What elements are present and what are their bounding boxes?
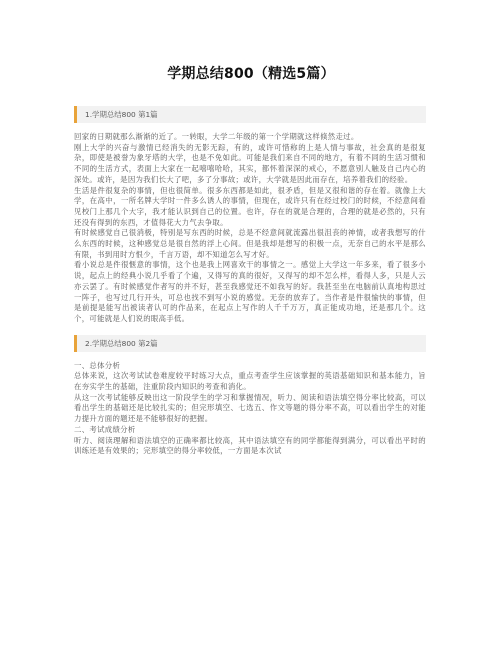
paragraph: 从这一次考试能够反映出这一阶段学生的学习和掌握情况，听力、阅读和语法填空得分率比较高，可以看出学生的基础还是比较扎实的；但完形填空、七选五、作文等题的得分率不高，可以看出学生的对能力提升方面的题还是不能够很好的把握。 [74,392,426,424]
section-header: 1.学期总结800 第1篇 [74,106,426,123]
paragraph: 听力、阅读理解和语法填空的正确率都比较高，其中语法填空有的同学都能得到满分，可以看出平时的训练还是有效果的；完形填空的得分率较低，一方面是本次试 [74,435,426,456]
subheading: 二、考试成绩分析 [74,424,136,434]
subheading: 一、总体分析 [74,360,121,370]
section-header: 2.学期总结800 第2篇 [74,335,426,352]
section-2 [74,335,426,457]
paragraph: 总体来说，这次考试试卷难度较平时练习大点，重点考查学生应该掌握的英语基础知识和基本能力，旨在夯实学生的基础，注重阶段内知识的考查和消化。 [74,371,426,392]
paragraph: 看小说总是件很惬意的事情，这个也是我上网喜欢干的事情之一。感觉上大学这一年多来，看了很多小说，起点上的经典小说几乎看了个遍，又得写的真的很好，又得写的却不怎么样，看得人多，只是人云亦云罢了。有时候感觉作者写的并不好，甚至我感觉还不如我写的好。我甚至坐在电脑前认真地构思过一阵子，也写过几行开头，可总也找不到写小说的感觉。无奈的放弃了。当作者是件很愉快的事情，但是前提是能写出被读者认可的作品来，在起点上写作的人千千万万，真正能成功地，还是那几个。这个，可能就是人们说的眼高手低。 [74,260,426,323]
section-spacer [74,325,426,335]
section-1 [74,106,426,325]
document-title: 学期总结800（精选5篇） [167,66,335,82]
paragraph: 有时候感觉自己很消极，特别是写东西的时候，总是不经意间就流露出很沮丧的神情，或者我想写的什么东西的时候，这种感觉总是很自然的浮上心间。但是我却是想写的积极一点，无奈自己的水平是那么有限，书到用时方恨少，千言万语，却不知道怎么写才好。 [74,228,426,259]
document-content [74,106,426,457]
paragraph: 刚上大学的兴奋与激情已经消失的无影无踪，有的，或许可惜称的上是人情与事故，社会真的是很复杂，即使是被誉为象牙塔的大学，也是不免如此。可能是我们来自不同的地方，有着不同的生活习惯和不同的生活方式，表面上大家在一起嘻嘻哈哈，其实，都怀着深深的戒心，不愿意别人触及自己内心的深处。或许，是因为我们长大了吧，多了分事故；或许，大学就是因此而存在，培养着我们的经验。 [74,142,426,184]
paragraph: 生活是件很复杂的事情，但也很简单。很多东西都是如此，很矛盾，但是又很和谐的存在着。就像上大学，在高中，一所名牌大学时一件多么诱人的事情，但现在，或许只有在经过校门的时候，不经意间看见校门上那几个大字，我才能认识到自己的位置。也许，存在的就是合理的，合理的就是必然的，只有还没有得到的东西，才值得花大力气去争取。 [74,185,426,227]
paragraph: 回家的日期就那么渐渐的近了。一转眼，大学二年级的第一个学期就这样倏然走过。 [74,132,359,141]
